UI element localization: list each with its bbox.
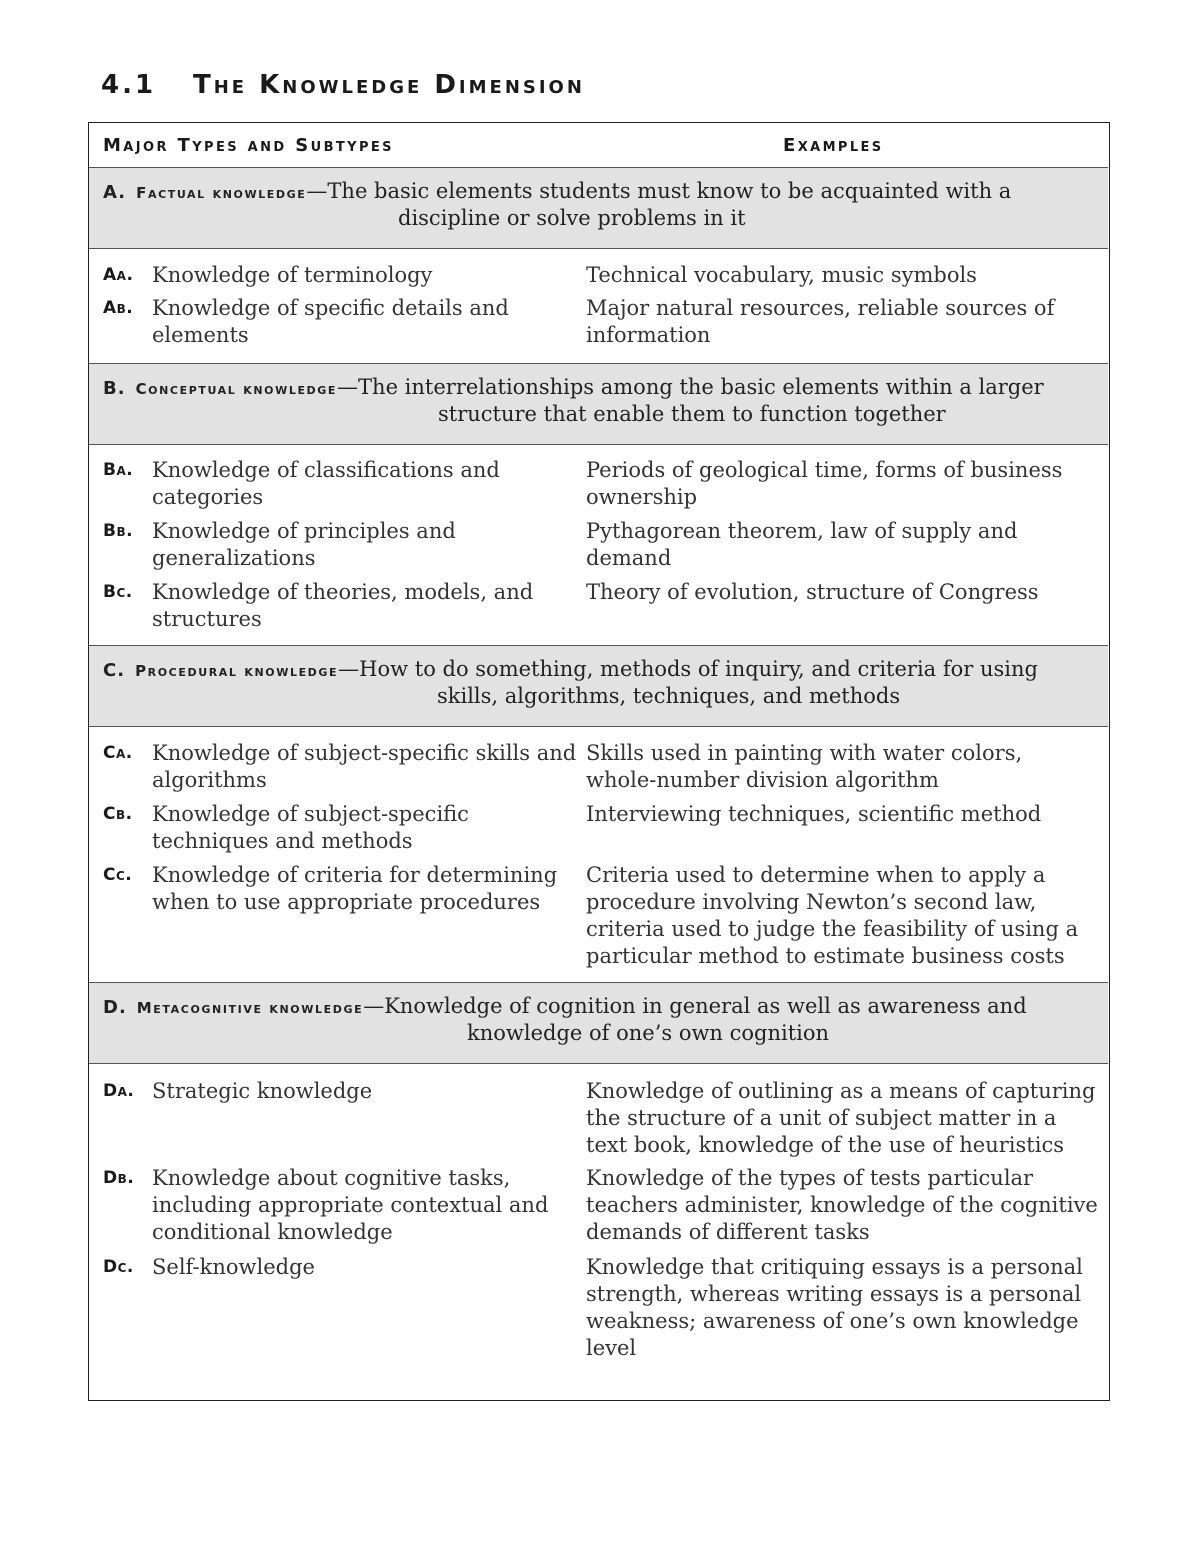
subtype-label: Knowledge of criteria for determining when to use appropriate procedures — [152, 863, 558, 914]
section-description-cont: structure that enable them to function together — [438, 402, 946, 426]
subtype-code: Ab. — [103, 298, 134, 318]
section-name: Factual knowledge — [136, 184, 307, 202]
example-text: Knowledge that critiquing essays is a personal strength, whereas writing essays is a personal weakness; awareness of one’s own knowledge level — [586, 1255, 1083, 1360]
section-description: —How to do something, methods of inquiry, and criteria for using — [338, 657, 1038, 681]
column-header-examples: Examples — [783, 135, 884, 156]
section-header-conceptual — [89, 363, 1108, 445]
example-text: Technical vocabulary, music symbols — [586, 263, 977, 287]
subtype-label: Knowledge of subject-specific techniques and methods — [152, 802, 469, 853]
subtype-code: Bc. — [103, 582, 133, 602]
page-title — [101, 70, 585, 100]
subtype-label: Knowledge of specific details and elements — [152, 296, 509, 347]
section-name: Conceptual knowledge — [135, 380, 338, 398]
section-letter: A. — [103, 182, 127, 203]
section-description: —The basic elements students must know to be acquainted with a — [306, 179, 1012, 203]
example-text: Theory of evolution, structure of Congress — [586, 580, 1039, 604]
section-description-cont: skills, algorithms, techniques, and methods — [437, 684, 901, 708]
subtype-code: Cc. — [103, 865, 133, 885]
example-text: Knowledge of outlining as a means of capturing the structure of a unit of subject matter in a text book, knowledge of the use of heuristics — [586, 1079, 1096, 1157]
section-letter: C. — [103, 660, 126, 681]
subtype-label: Knowledge of terminology — [152, 263, 433, 287]
knowledge-dimension-table — [88, 122, 1110, 1401]
section-description-cont: knowledge of one’s own cognition — [467, 1021, 830, 1045]
subtype-code: Dc. — [103, 1257, 134, 1277]
subtype-label: Knowledge of subject-specific skills and algorithms — [152, 741, 577, 792]
subtype-label: Strategic knowledge — [152, 1079, 373, 1103]
subtype-code: Bb. — [103, 521, 134, 541]
section-name: Metacognitive knowledge — [136, 999, 364, 1017]
subtype-label: Knowledge of principles and generalizations — [152, 519, 456, 570]
section-number: 4.1 — [101, 70, 157, 100]
subtype-label: Self-knowledge — [152, 1255, 315, 1279]
subtype-label: Knowledge about cognitive tasks, including appropriate contextual and conditional knowledge — [152, 1166, 549, 1244]
section-letter: B. — [103, 378, 126, 399]
example-text: Interviewing techniques, scientific method — [586, 802, 1042, 826]
subtype-code: Aa. — [103, 265, 134, 285]
subtype-code: Ca. — [103, 743, 133, 763]
section-header-factual — [89, 167, 1108, 249]
section-letter: D. — [103, 997, 127, 1018]
example-text: Pythagorean theorem, law of supply and demand — [586, 519, 1018, 570]
subtype-label: Knowledge of theories, models, and structures — [152, 580, 534, 631]
section-description-cont: discipline or solve problems in it — [398, 206, 746, 230]
example-text: Major natural resources, reliable sources of information — [586, 296, 1055, 347]
example-text: Skills used in painting with water colors, whole-number division algorithm — [586, 741, 1023, 792]
section-header-metacognitive — [89, 982, 1108, 1064]
section-header-procedural — [89, 645, 1108, 727]
section-description: —The interrelationships among the basic elements within a larger — [337, 375, 1044, 399]
subtype-code: Da. — [103, 1081, 135, 1101]
example-text: Knowledge of the types of tests particular teachers administer, knowledge of the cognitive demands of different tasks — [586, 1166, 1098, 1244]
subtype-code: Ba. — [103, 460, 134, 480]
section-name: Procedural knowledge — [135, 662, 339, 680]
column-header-types: Major Types and Subtypes — [103, 135, 394, 156]
example-text: Criteria used to determine when to apply a procedure involving Newton’s second law, criteria used to judge the feasibility of using a particular method to estimate business costs — [586, 863, 1079, 968]
subtype-code: Cb. — [103, 804, 133, 824]
section-title: The Knowledge Dimension — [193, 70, 585, 100]
subtype-label: Knowledge of classifications and categories — [152, 458, 500, 509]
section-description: —Knowledge of cognition in general as well as awareness and — [363, 994, 1027, 1018]
subtype-code: Db. — [103, 1168, 135, 1188]
example-text: Periods of geological time, forms of business ownership — [586, 458, 1063, 509]
